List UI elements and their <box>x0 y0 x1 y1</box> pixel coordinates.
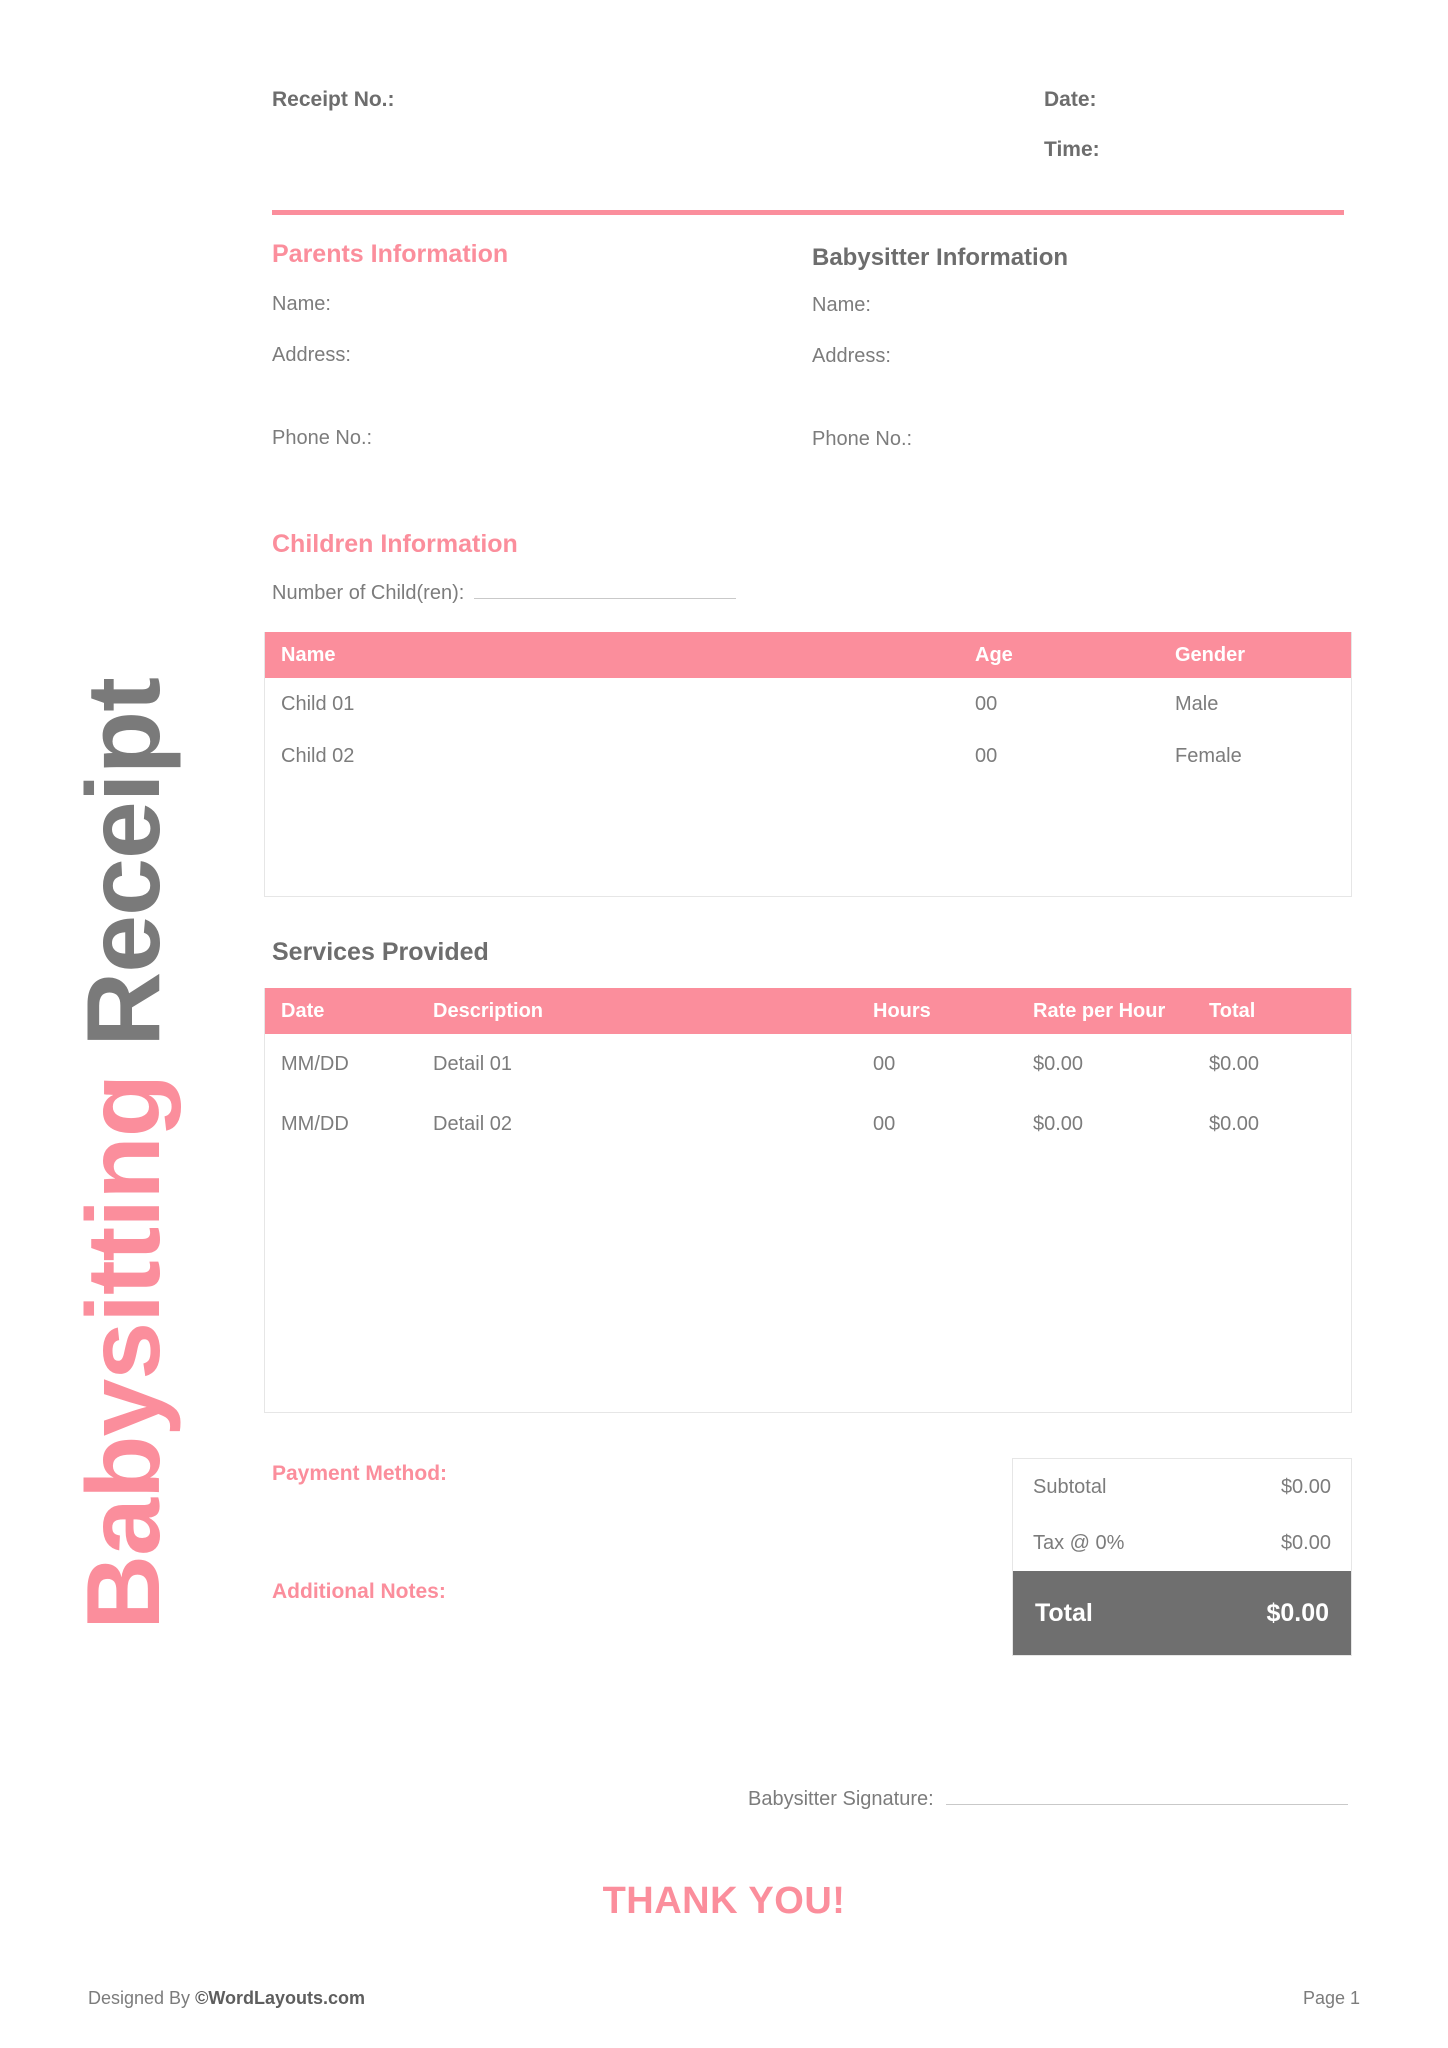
parents-address-label: Address: <box>272 344 351 366</box>
services-table <box>264 988 1352 1413</box>
service-hours: 00 <box>873 1112 896 1135</box>
children-heading: Children Information <box>272 530 518 558</box>
children-count-input[interactable] <box>474 582 736 599</box>
children-col-gender: Gender <box>1175 643 1246 666</box>
children-col-name: Name <box>281 643 336 666</box>
service-hours: 00 <box>873 1052 896 1075</box>
services-heading: Services Provided <box>272 938 489 966</box>
services-col-date: Date <box>281 999 325 1022</box>
signature-label: Babysitter Signature: <box>748 1788 934 1810</box>
designed-by-prefix: Designed By <box>88 1988 196 2008</box>
time-label: Time: <box>1044 138 1100 161</box>
services-col-rate: Rate per Hour <box>1033 999 1166 1022</box>
table-row <box>265 1034 1351 1094</box>
signature-field <box>748 1786 1348 1811</box>
child-name: Child 02 <box>281 744 355 767</box>
service-rate: $0.00 <box>1033 1052 1084 1075</box>
parents-name-label: Name: <box>272 293 331 315</box>
page-number: Page 1 <box>1302 1988 1360 2008</box>
child-age: 00 <box>975 744 998 767</box>
services-table-header <box>265 988 1351 1034</box>
parents-information <box>272 240 742 450</box>
grand-total-value: $0.00 <box>1266 1598 1329 1627</box>
children-table-header <box>265 632 1351 678</box>
children-col-age: Age <box>975 643 1013 666</box>
service-total: $0.00 <box>1209 1052 1260 1075</box>
table-row <box>265 1094 1351 1154</box>
children-count-label: Number of Child(ren): <box>272 582 465 604</box>
date-label: Date: <box>1044 88 1097 111</box>
subtotal-row <box>1013 1459 1351 1515</box>
parents-phone-label: Phone No.: <box>272 427 373 449</box>
service-rate: $0.00 <box>1033 1112 1084 1135</box>
babysitter-name-label: Name: <box>812 294 871 316</box>
babysitter-information <box>812 240 1282 451</box>
subtotal-label: Subtotal <box>1033 1475 1107 1498</box>
child-name: Child 01 <box>281 692 355 715</box>
tax-label: Tax @ 0% <box>1033 1531 1125 1554</box>
child-gender: Female <box>1175 744 1242 767</box>
subtotal-value: $0.00 <box>1280 1475 1331 1498</box>
vertical-title <box>58 380 188 1630</box>
children-table <box>264 632 1352 897</box>
services-col-total: Total <box>1209 999 1256 1022</box>
receipt-no-label: Receipt No.: <box>272 88 395 111</box>
header-divider <box>272 210 1344 215</box>
designed-by <box>88 1988 365 2009</box>
table-row <box>265 730 1351 782</box>
grand-total-label: Total <box>1035 1598 1093 1627</box>
tax-row <box>1013 1515 1351 1571</box>
parents-heading: Parents Information <box>272 240 509 268</box>
vertical-title-part1: Babysitting <box>66 1046 182 1630</box>
child-gender: Male <box>1175 692 1219 715</box>
services-col-description: Description <box>433 999 544 1022</box>
service-description: Detail 02 <box>433 1112 512 1135</box>
service-date: MM/DD <box>281 1052 349 1075</box>
page-footer <box>0 1988 1448 2009</box>
payment-method-label: Payment Method: <box>272 1462 448 1485</box>
services-col-hours: Hours <box>873 999 931 1022</box>
signature-input[interactable] <box>946 1786 1348 1805</box>
tax-value: $0.00 <box>1280 1531 1331 1554</box>
additional-notes-label: Additional Notes: <box>272 1580 446 1603</box>
children-count-field <box>272 582 736 605</box>
totals-box <box>1012 1458 1352 1656</box>
babysitter-heading: Babysitter Information <box>812 244 1069 271</box>
service-date: MM/DD <box>281 1112 349 1135</box>
service-total: $0.00 <box>1209 1112 1260 1135</box>
babysitter-address-label: Address: <box>812 345 891 367</box>
receipt-header <box>272 88 1344 162</box>
babysitter-phone-label: Phone No.: <box>812 428 913 450</box>
table-row <box>265 678 1351 730</box>
designed-by-brand: ©WordLayouts.com <box>195 1988 366 2008</box>
service-description: Detail 01 <box>433 1052 512 1075</box>
vertical-title-part2: Receipt <box>66 678 182 1047</box>
child-age: 00 <box>975 692 998 715</box>
thank-you-text: THANK YOU! <box>602 1880 846 1922</box>
grand-total-row <box>1013 1571 1351 1655</box>
